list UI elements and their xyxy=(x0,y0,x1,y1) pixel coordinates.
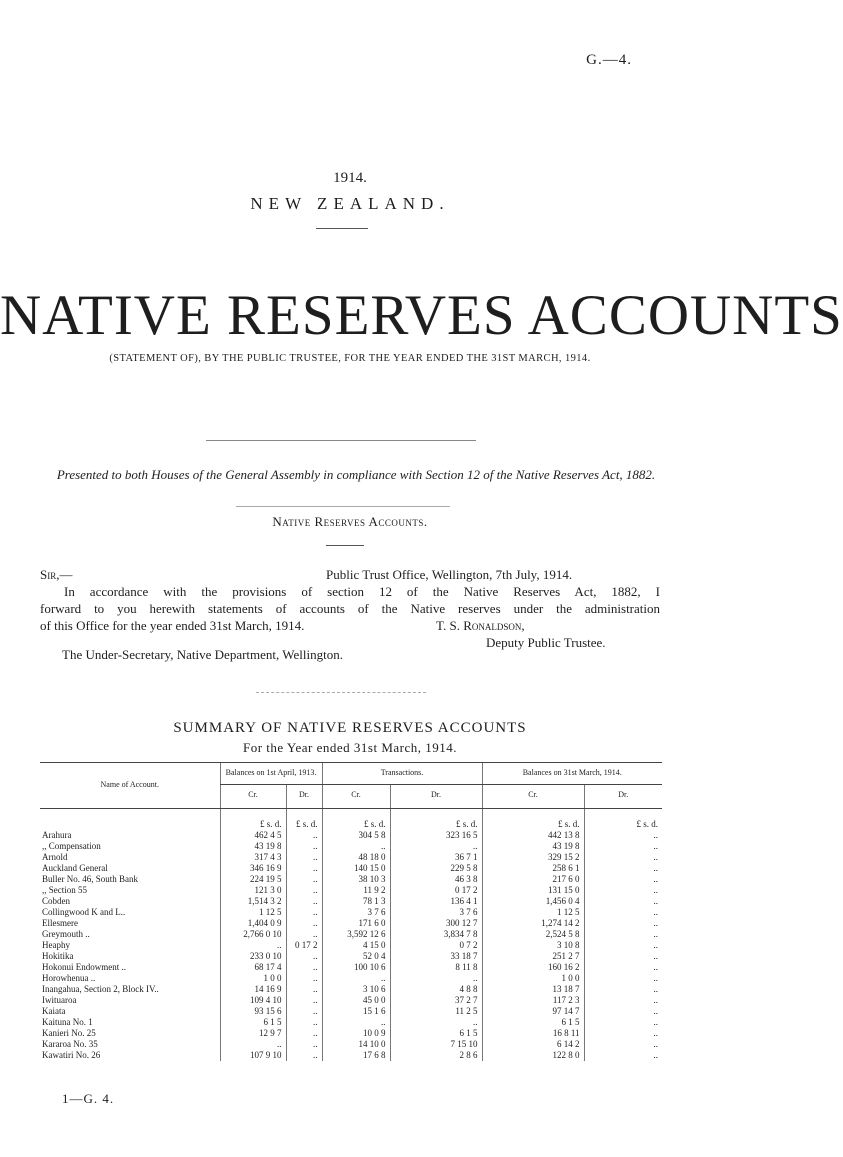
amount-cell: 317 4 3 xyxy=(220,852,286,863)
amount-cell: 13 18 7 xyxy=(482,984,584,995)
amount-cell: 224 19 5 xyxy=(220,874,286,885)
table-row xyxy=(40,1050,662,1061)
table-row xyxy=(40,863,662,874)
header-balances-start: Balances on 1st April, 1913. xyxy=(220,763,322,785)
amount-cell: .. xyxy=(286,1028,322,1039)
header-cr: Cr. xyxy=(220,785,286,809)
header-cr: Cr. xyxy=(322,785,390,809)
amount-cell: .. xyxy=(286,951,322,962)
amount-cell: 140 15 0 xyxy=(322,863,390,874)
amount-cell: 3 10 8 xyxy=(482,940,584,951)
amount-cell: 2,766 0 10 xyxy=(220,929,286,940)
table-row xyxy=(40,929,662,940)
amount-cell: .. xyxy=(286,874,322,885)
header-dr: Dr. xyxy=(286,785,322,809)
units-label: £ s. d. xyxy=(286,809,322,831)
table-row xyxy=(40,1028,662,1039)
amount-cell: 1,274 14 2 xyxy=(482,918,584,929)
amount-cell: 3 7 6 xyxy=(322,907,390,918)
amount-cell: 3 10 6 xyxy=(322,984,390,995)
amount-cell: 100 10 6 xyxy=(322,962,390,973)
account-name: Cobden xyxy=(42,896,70,906)
account-name: Buller No. 46, South Bank xyxy=(42,874,138,884)
letter-body-line: In accordance with the provisions of section 12 of the Native Reserves Act, 1882, I xyxy=(64,584,660,599)
amount-cell: .. xyxy=(584,984,662,995)
header-dr: Dr. xyxy=(584,785,662,809)
amount-cell: .. xyxy=(286,1017,322,1028)
amount-cell: 1,456 0 4 xyxy=(482,896,584,907)
summary-subtitle: For the Year ended 31st March, 1914. xyxy=(242,740,458,755)
main-subtitle: (STATEMENT OF), BY THE PUBLIC TRUSTEE, FOR THE YEAR ENDED THE 31ST MARCH, 1914. xyxy=(109,353,591,364)
account-name: Auckland General xyxy=(42,863,108,873)
table-row xyxy=(40,973,662,984)
letter-signatory-title: Deputy Public Trustee. xyxy=(486,635,606,650)
amount-cell: .. xyxy=(286,896,322,907)
amount-cell: 45 0 0 xyxy=(322,995,390,1006)
amount-cell: 14 10 0 xyxy=(322,1039,390,1050)
table-row xyxy=(40,841,662,852)
divider-rule xyxy=(316,228,368,229)
header-dr: Dr. xyxy=(390,785,482,809)
amount-cell: 1 0 0 xyxy=(220,973,286,984)
amount-cell: 0 7 2 xyxy=(390,940,482,951)
table-row xyxy=(40,995,662,1006)
amount-cell: 258 6 1 xyxy=(482,863,584,874)
amount-cell: 109 4 10 xyxy=(220,995,286,1006)
amount-cell: 52 0 4 xyxy=(322,951,390,962)
table-row xyxy=(40,1006,662,1017)
letter-signatory: T. S. Ronaldson, xyxy=(436,618,525,633)
amount-cell: 6 1 5 xyxy=(390,1028,482,1039)
amount-cell: .. xyxy=(584,841,662,852)
amount-cell: 15 1 6 xyxy=(322,1006,390,1017)
units-label: £ s. d. xyxy=(322,809,390,831)
account-name: Arnold xyxy=(42,852,68,862)
account-name: Hokonui Endowment .. xyxy=(42,962,126,972)
table-row xyxy=(40,940,662,951)
amount-cell: .. xyxy=(286,1050,322,1061)
amount-cell: 3,592 12 6 xyxy=(322,929,390,940)
table-row xyxy=(40,852,662,863)
amount-cell: 12 9 7 xyxy=(220,1028,286,1039)
amount-cell: 136 4 1 xyxy=(390,896,482,907)
divider-rule xyxy=(326,545,364,546)
amount-cell: .. xyxy=(584,962,662,973)
table-row xyxy=(40,907,662,918)
amount-cell: 4 8 8 xyxy=(390,984,482,995)
amount-cell: 323 16 5 xyxy=(390,830,482,841)
table-row xyxy=(40,951,662,962)
account-name: Inangahua, Section 2, Block IV.. xyxy=(42,984,159,994)
amount-cell: 7 15 10 xyxy=(390,1039,482,1050)
amount-cell: 462 4 5 xyxy=(220,830,286,841)
header-balances-end: Balances on 31st March, 1914. xyxy=(482,763,662,785)
amount-cell: .. xyxy=(584,1028,662,1039)
amount-cell: .. xyxy=(584,863,662,874)
country-heading: NEW ZEALAND. xyxy=(250,194,450,213)
amount-cell: .. xyxy=(584,951,662,962)
year-heading: 1914. xyxy=(333,170,367,186)
amount-cell: 78 1 3 xyxy=(322,896,390,907)
amount-cell: 0 17 2 xyxy=(286,940,322,951)
divider-rule xyxy=(236,506,450,507)
divider-rule xyxy=(256,692,426,693)
amount-cell: 37 2 7 xyxy=(390,995,482,1006)
amount-cell: 2 8 6 xyxy=(390,1050,482,1061)
amount-cell: 11 2 5 xyxy=(390,1006,482,1017)
amount-cell: 442 13 8 xyxy=(482,830,584,841)
account-name: Kawatiri No. 26 xyxy=(42,1050,101,1060)
amount-cell: 33 18 7 xyxy=(390,951,482,962)
amount-cell: 14 16 9 xyxy=(220,984,286,995)
amount-cell: .. xyxy=(584,940,662,951)
footer-reference: 1—G. 4. xyxy=(62,1091,115,1106)
amount-cell: 93 15 6 xyxy=(220,1006,286,1017)
amount-cell: .. xyxy=(286,907,322,918)
amount-cell: .. xyxy=(286,841,322,852)
amount-cell: .. xyxy=(584,1039,662,1050)
amount-cell: 1 0 0 xyxy=(482,973,584,984)
amount-cell: .. xyxy=(286,984,322,995)
amount-cell: .. xyxy=(584,995,662,1006)
summary-rows xyxy=(40,830,662,1061)
amount-cell: .. xyxy=(220,940,286,951)
table-row xyxy=(40,885,662,896)
account-name: Iwituaroa xyxy=(42,995,77,1005)
account-name: Heaphy xyxy=(42,940,70,950)
table-row xyxy=(40,830,662,841)
account-name: Kararoa No. 35 xyxy=(42,1039,98,1049)
amount-cell: .. xyxy=(390,841,482,852)
account-name: Ellesmere xyxy=(42,918,78,928)
amount-cell: 11 9 2 xyxy=(322,885,390,896)
account-name: Greymouth .. xyxy=(42,929,90,939)
amount-cell: .. xyxy=(584,885,662,896)
amount-cell: .. xyxy=(220,1039,286,1050)
amount-cell: .. xyxy=(584,896,662,907)
amount-cell: 38 10 3 xyxy=(322,874,390,885)
amount-cell: .. xyxy=(584,1017,662,1028)
table-row xyxy=(40,962,662,973)
amount-cell: 36 7 1 xyxy=(390,852,482,863)
amount-cell: .. xyxy=(286,863,322,874)
amount-cell: .. xyxy=(286,929,322,940)
account-name: Hokitika xyxy=(42,951,74,961)
amount-cell: 0 17 2 xyxy=(390,885,482,896)
amount-cell: 217 6 0 xyxy=(482,874,584,885)
amount-cell: 4 15 0 xyxy=(322,940,390,951)
account-name: Kanieri No. 25 xyxy=(42,1028,96,1038)
summary-title: SUMMARY OF NATIVE RESERVES ACCOUNTS xyxy=(173,720,527,736)
amount-cell: 8 11 8 xyxy=(390,962,482,973)
letter-salutation: Sir,— xyxy=(40,567,73,582)
amount-cell: .. xyxy=(286,1039,322,1050)
amount-cell: 10 0 9 xyxy=(322,1028,390,1039)
amount-cell: .. xyxy=(322,973,390,984)
presented-note: Presented to both Houses of the General Assembly in compliance with Section 12 of the Native Reserves Act, 1882. xyxy=(56,467,656,482)
amount-cell: 131 15 0 xyxy=(482,885,584,896)
amount-cell: 171 6 0 xyxy=(322,918,390,929)
table-row xyxy=(40,896,662,907)
divider-rule xyxy=(206,440,476,441)
summary-table xyxy=(40,762,662,1061)
amount-cell: .. xyxy=(286,962,322,973)
amount-cell: .. xyxy=(390,973,482,984)
amount-cell: 1,514 3 2 xyxy=(220,896,286,907)
amount-cell: 46 3 8 xyxy=(390,874,482,885)
amount-cell: .. xyxy=(584,1006,662,1017)
amount-cell: 2,524 5 8 xyxy=(482,929,584,940)
amount-cell: .. xyxy=(286,830,322,841)
account-name: Collingwood K and L.. xyxy=(42,907,126,917)
table-row xyxy=(40,918,662,929)
main-title: NATIVE RESERVES ACCOUNTS xyxy=(0,284,843,347)
table-row xyxy=(40,1017,662,1028)
amount-cell: .. xyxy=(584,907,662,918)
amount-cell: 43 19 8 xyxy=(220,841,286,852)
amount-cell: .. xyxy=(584,973,662,984)
amount-cell: .. xyxy=(584,929,662,940)
amount-cell: .. xyxy=(322,841,390,852)
letter-body-line: of this Office for the year ended 31st March, 1914. xyxy=(40,618,305,633)
amount-cell: 1 12 5 xyxy=(482,907,584,918)
account-name: Kaituna No. 1 xyxy=(42,1017,93,1027)
amount-cell: 6 14 2 xyxy=(482,1039,584,1050)
amount-cell: 16 8 11 xyxy=(482,1028,584,1039)
units-label: £ s. d. xyxy=(482,809,584,831)
amount-cell: .. xyxy=(390,1017,482,1028)
letter-addressee: The Under-Secretary, Native Department, Wellington. xyxy=(62,647,343,662)
section-heading: Native Reserves Accounts. xyxy=(272,514,428,529)
amount-cell: 3 7 6 xyxy=(390,907,482,918)
amount-cell: .. xyxy=(286,885,322,896)
account-name: ,, Section 55 xyxy=(42,885,87,895)
amount-cell: 3,834 7 8 xyxy=(390,929,482,940)
amount-cell: 48 18 0 xyxy=(322,852,390,863)
amount-cell: .. xyxy=(322,1017,390,1028)
account-name: Arahura xyxy=(42,830,72,840)
amount-cell: 68 17 4 xyxy=(220,962,286,973)
account-name: Kaiata xyxy=(42,1006,66,1016)
header-transactions: Transactions. xyxy=(322,763,482,785)
amount-cell: .. xyxy=(286,995,322,1006)
table-row xyxy=(40,1039,662,1050)
amount-cell: 6 1 5 xyxy=(482,1017,584,1028)
amount-cell: 6 1 5 xyxy=(220,1017,286,1028)
header-cr: Cr. xyxy=(482,785,584,809)
amount-cell: .. xyxy=(286,1006,322,1017)
amount-cell: 117 2 3 xyxy=(482,995,584,1006)
amount-cell: 17 6 8 xyxy=(322,1050,390,1061)
amount-cell: .. xyxy=(584,830,662,841)
amount-cell: 346 16 9 xyxy=(220,863,286,874)
units-spacer xyxy=(40,809,220,831)
amount-cell: 233 0 10 xyxy=(220,951,286,962)
letter-body-line: forward to you herewith statements of accounts of the Native reserves under the administration xyxy=(40,601,660,616)
amount-cell: .. xyxy=(584,874,662,885)
amount-cell: .. xyxy=(286,852,322,863)
table-row xyxy=(40,874,662,885)
amount-cell: 43 19 8 xyxy=(482,841,584,852)
amount-cell: 122 8 0 xyxy=(482,1050,584,1061)
units-label: £ s. d. xyxy=(220,809,286,831)
account-name: ,, Compensation xyxy=(42,841,101,851)
amount-cell: .. xyxy=(584,852,662,863)
amount-cell: 229 5 8 xyxy=(390,863,482,874)
amount-cell: 121 3 0 xyxy=(220,885,286,896)
amount-cell: 304 5 8 xyxy=(322,830,390,841)
amount-cell: 1,404 0 9 xyxy=(220,918,286,929)
amount-cell: 300 12 7 xyxy=(390,918,482,929)
amount-cell: 329 15 2 xyxy=(482,852,584,863)
units-label: £ s. d. xyxy=(390,809,482,831)
amount-cell: 97 14 7 xyxy=(482,1006,584,1017)
letter-place-date: Public Trust Office, Wellington, 7th July, 1914. xyxy=(326,567,573,582)
amount-cell: 1 12 5 xyxy=(220,907,286,918)
paper-reference: G.—4. xyxy=(586,52,632,68)
amount-cell: .. xyxy=(584,918,662,929)
amount-cell: 251 2 7 xyxy=(482,951,584,962)
header-name-of-account: Name of Account. xyxy=(40,763,220,809)
amount-cell: 160 16 2 xyxy=(482,962,584,973)
amount-cell: .. xyxy=(584,1050,662,1061)
amount-cell: .. xyxy=(286,973,322,984)
table-row xyxy=(40,984,662,995)
amount-cell: 107 9 10 xyxy=(220,1050,286,1061)
amount-cell: .. xyxy=(286,918,322,929)
units-label: £ s. d. xyxy=(584,809,662,831)
account-name: Horowhenua .. xyxy=(42,973,96,983)
